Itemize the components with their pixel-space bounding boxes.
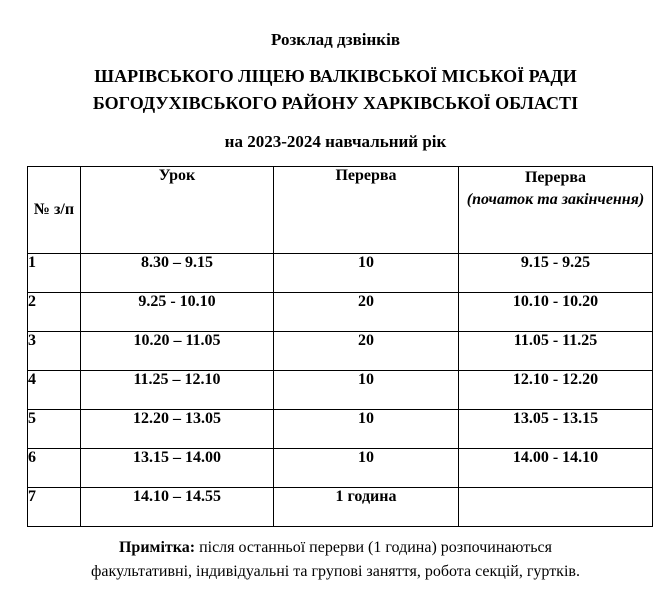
column-header-break-time-title: Перерва [524,169,587,186]
break-duration: 1 година [274,488,459,527]
break-time: 13.05 - 13.15 [459,410,653,449]
break-duration: 10 [274,449,459,488]
break-duration: 10 [274,254,459,293]
break-duration: 10 [274,371,459,410]
footnote-text-line1: після останньої перерви (1 година) розпочинаються [195,539,553,556]
row-number: 6 [28,449,81,488]
table-row [28,449,653,488]
academic-year: на 2023-2024 навчальний рік [224,132,447,151]
table-row [28,488,653,527]
table-row [28,371,653,410]
table-row [28,254,653,293]
row-number: 5 [28,410,81,449]
table-row [28,410,653,449]
lesson-time: 9.25 - 10.10 [81,293,274,332]
break-time [459,488,653,527]
school-name-line2: БОГОДУХІВСЬКОГО РАЙОНУ ХАРКІВСЬКОЇ ОБЛАСТІ [92,93,579,113]
lesson-time: 8.30 – 9.15 [81,254,274,293]
lesson-time: 14.10 – 14.55 [81,488,274,527]
break-duration: 20 [274,293,459,332]
school-name-line1: ШАРІВСЬКОГО ЛІЦЕЮ ВАЛКІВСЬКОЇ МІСЬКОЇ РАДИ [94,66,577,86]
lesson-time: 12.20 – 13.05 [81,410,274,449]
column-header-break-time-subtitle: (початок та закінчення) [466,191,645,208]
break-time: 14.00 - 14.10 [459,449,653,488]
row-number: 3 [28,332,81,371]
lesson-time: 11.25 – 12.10 [81,371,274,410]
break-time: 11.05 - 11.25 [459,332,653,371]
bell-schedule-table [27,166,653,527]
footnote-line1 [0,536,671,560]
table-header-row [28,167,653,254]
break-duration: 10 [274,410,459,449]
break-time: 12.10 - 12.20 [459,371,653,410]
column-header-break-time [459,167,653,254]
row-number: 2 [28,293,81,332]
column-header-number: № з/п [28,167,81,254]
footnote-label: Примітка: [118,539,196,556]
document-title: Розклад дзвінків [270,30,400,49]
footnote [0,536,671,584]
row-number: 1 [28,254,81,293]
footnote-text-line2: факультативні, індивідуальні та групові заняття, робота секцій, гуртків. [91,563,580,580]
lesson-time: 10.20 – 11.05 [81,332,274,371]
row-number: 4 [28,371,81,410]
column-header-lesson: Урок [81,167,274,254]
table-row [28,293,653,332]
lesson-time: 13.15 – 14.00 [81,449,274,488]
row-number: 7 [28,488,81,527]
table-row [28,332,653,371]
column-header-break: Перерва [274,167,459,254]
break-time: 10.10 - 10.20 [459,293,653,332]
break-time: 9.15 - 9.25 [459,254,653,293]
break-duration: 20 [274,332,459,371]
